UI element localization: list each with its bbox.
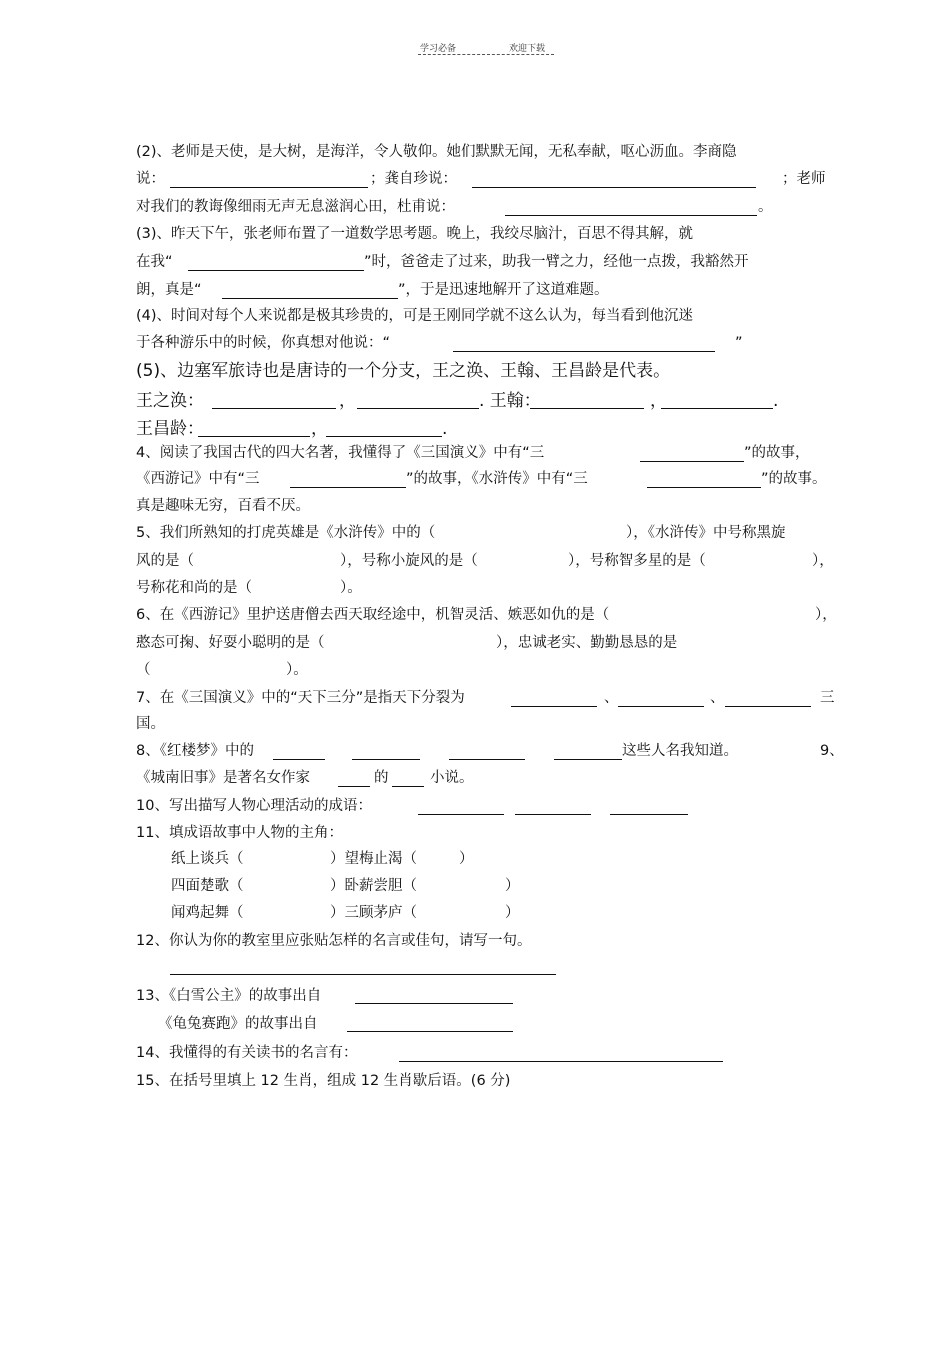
q11-row3-c: ） (505, 905, 520, 921)
comma: ， (311, 419, 328, 439)
period: . (442, 419, 448, 439)
answer-blank[interactable] (530, 408, 644, 409)
q5-line1: (5)、边塞军旅诗也是唐诗的一个分支，王之涣、王翰、王昌龄是代表。 (136, 361, 671, 381)
comma: ， (650, 391, 667, 411)
q9-number: 9、 (820, 743, 844, 759)
q4b-line1-b: ”的故事， (744, 445, 810, 461)
q7-sep: 、 (710, 690, 725, 706)
q9-line-b: 的 (374, 770, 389, 786)
q5b-line1-b: ），《水浒传》中号称黑旋 (626, 525, 786, 541)
q4-line2-a: 于各种游乐中的时候，你真想对他说：“ (136, 335, 391, 351)
answer-blank[interactable] (392, 786, 424, 787)
q13-line2: 《龟兔赛跑》的故事出自 (158, 1016, 318, 1032)
q11-row2-c: ） (505, 878, 520, 894)
answer-blank[interactable] (725, 706, 811, 707)
q5-wangzhihuan-label: 王之涣： (136, 391, 204, 411)
q5b-line2-b: ），号称小旋风的是（ (340, 553, 478, 569)
q6-line3-a: （ (136, 662, 151, 678)
answer-blank[interactable] (170, 187, 368, 188)
answer-blank[interactable] (399, 1061, 723, 1062)
q7-line2: 国。 (136, 716, 165, 732)
q5b-line2-d: ）， (812, 553, 834, 569)
q2-line3-b: 。 (758, 199, 773, 215)
q11-row3-b: ）三顾茅庐（ (330, 905, 417, 921)
q2-line2-b: ；龚自珍说： (370, 171, 457, 187)
answer-blank[interactable] (290, 487, 406, 488)
q11-row2-a: 四面楚歌（ (171, 878, 244, 894)
q3-line1: (3)、昨天下午，张老师布置了一道数学思考题。晚上，我绞尽脑汁，百思不得其解，就 (136, 226, 694, 242)
q6-line3-b: ）。 (286, 662, 308, 678)
answer-blank[interactable] (347, 1031, 513, 1032)
q11-row3-a: 闻鸡起舞（ (171, 905, 244, 921)
q4-line2-b: ” (735, 335, 743, 351)
answer-blank[interactable] (188, 270, 364, 271)
q11-row2-b: ）卧薪尝胆（ (330, 878, 417, 894)
answer-blank[interactable] (338, 786, 370, 787)
answer-blank[interactable] (222, 298, 398, 299)
answer-blank[interactable] (355, 1003, 513, 1004)
q10-line: 10、写出描写人物心理活动的成语： (136, 798, 372, 814)
q2-line3-a: 对我们的教诲像细雨无声无息滋润心田，杜甫说： (136, 199, 455, 215)
answer-blank[interactable] (647, 487, 761, 488)
q3-line2-a: 在我“ (136, 254, 173, 270)
q4-line1: (4)、时间对每个人来说都是极其珍贵的，可是王刚同学就不这么认为，每当看到他沉迷 (136, 308, 694, 324)
q11-row1-a: 纸上谈兵（ (171, 851, 244, 867)
answer-blank[interactable] (661, 408, 773, 409)
q5b-line3-a: 号称花和尚的是（ (136, 580, 252, 596)
q6-line2-a: 憨态可掬、好耍小聪明的是（ (136, 635, 325, 651)
q5-wanghan-label: . 王翰： (479, 391, 541, 411)
answer-blank[interactable] (357, 408, 479, 409)
answer-blank[interactable] (212, 408, 336, 409)
q2-line2-c: ；老师 (782, 171, 826, 187)
q8-line-a: 8、《红楼梦》中的 (136, 743, 254, 759)
answer-blank[interactable] (198, 436, 310, 437)
answer-blank[interactable] (515, 814, 591, 815)
answer-blank[interactable] (418, 814, 504, 815)
q5b-line2-c: ），号称智多星的是（ (568, 553, 706, 569)
q9-line-a: 《城南旧事》是著名女作家 (136, 770, 310, 786)
answer-blank[interactable] (618, 706, 704, 707)
answer-blank[interactable] (170, 974, 556, 975)
answer-blank[interactable] (610, 814, 688, 815)
q4b-line1-a: 4、阅读了我国古代的四大名著，我懂得了《三国演义》中有“三 (136, 445, 545, 461)
answer-blank[interactable] (352, 759, 420, 760)
q8-line-b: 这些人名我知道。 (622, 743, 738, 759)
q4b-line2-b: ”的故事，《水浒传》中有“三 (406, 471, 588, 487)
answer-blank[interactable] (449, 759, 525, 760)
comma: ， (339, 391, 356, 411)
q6-line1-b: ）， (815, 607, 837, 623)
q7-line1-a: 7、在《三国演义》中的“天下三分”是指天下分裂为 (136, 690, 465, 706)
q11-row1-b: ）望梅止渴（ (330, 851, 417, 867)
period: . (773, 391, 779, 411)
q6-line1-a: 6、在《西游记》里护送唐僧去西天取经途中，机智灵活、嫉恶如仇的是（ (136, 607, 610, 623)
q3-line3-a: 朗，真是“ (136, 282, 202, 298)
answer-blank[interactable] (326, 436, 442, 437)
q13-line1: 13、《白雪公主》的故事出自 (136, 988, 322, 1004)
q2-line2-a: 说： (136, 171, 165, 187)
answer-blank[interactable] (511, 706, 597, 707)
q5b-line1-a: 5、我们所熟知的打虎英雄是《水浒传》中的（ (136, 525, 436, 541)
q14-line: 14、我懂得的有关读书的名言有： (136, 1045, 358, 1061)
answer-blank[interactable] (273, 759, 325, 760)
q4b-line2-c: ”的故事。 (761, 471, 827, 487)
answer-blank[interactable] (554, 759, 622, 760)
q12-line: 12、你认为你的教室里应张贴怎样的名言或佳句，请写一句。 (136, 933, 532, 949)
q3-line3-b: ”，于是迅速地解开了这道难题。 (398, 282, 609, 298)
q3-line2-b: ”时，爸爸走了过来，助我一臂之力，经他一点拨，我豁然开 (364, 254, 749, 270)
q7-line1-d: 三 (820, 690, 835, 706)
q11-row1-c: ） (459, 851, 474, 867)
header-left: 学习必备 (420, 44, 457, 54)
q11-line: 11、填成语故事中人物的主角： (136, 825, 343, 841)
q7-sep: 、 (604, 690, 619, 706)
answer-blank[interactable] (505, 215, 757, 216)
q5b-line3-b: ）。 (340, 580, 362, 596)
q5-wangchangling-label: 王昌龄： (136, 419, 204, 439)
q4b-line3: 真是趣味无穷，百看不厌。 (136, 498, 310, 514)
q2-line1: (2)、老师是天使，是大树，是海洋，令人敬仰。她们默默无闻，无私奉献，呕心沥血。李商隐 (136, 144, 737, 160)
answer-blank[interactable] (453, 351, 715, 352)
answer-blank[interactable] (472, 187, 756, 188)
q15-line: 15、在括号里填上 12 生肖，组成 12 生肖歇后语。(6 分) (136, 1073, 511, 1089)
q4b-line2-a: 《西游记》中有“三 (136, 471, 260, 487)
q6-line2-b: ），忠诚老实、勤勤恳恳的是 (496, 635, 678, 651)
q9-line-c: 小说。 (430, 770, 474, 786)
header-right: 欢迎下载 (509, 44, 546, 54)
q5b-line2-a: 风的是（ (136, 553, 194, 569)
header-divider (418, 54, 554, 55)
answer-blank[interactable] (640, 461, 744, 462)
